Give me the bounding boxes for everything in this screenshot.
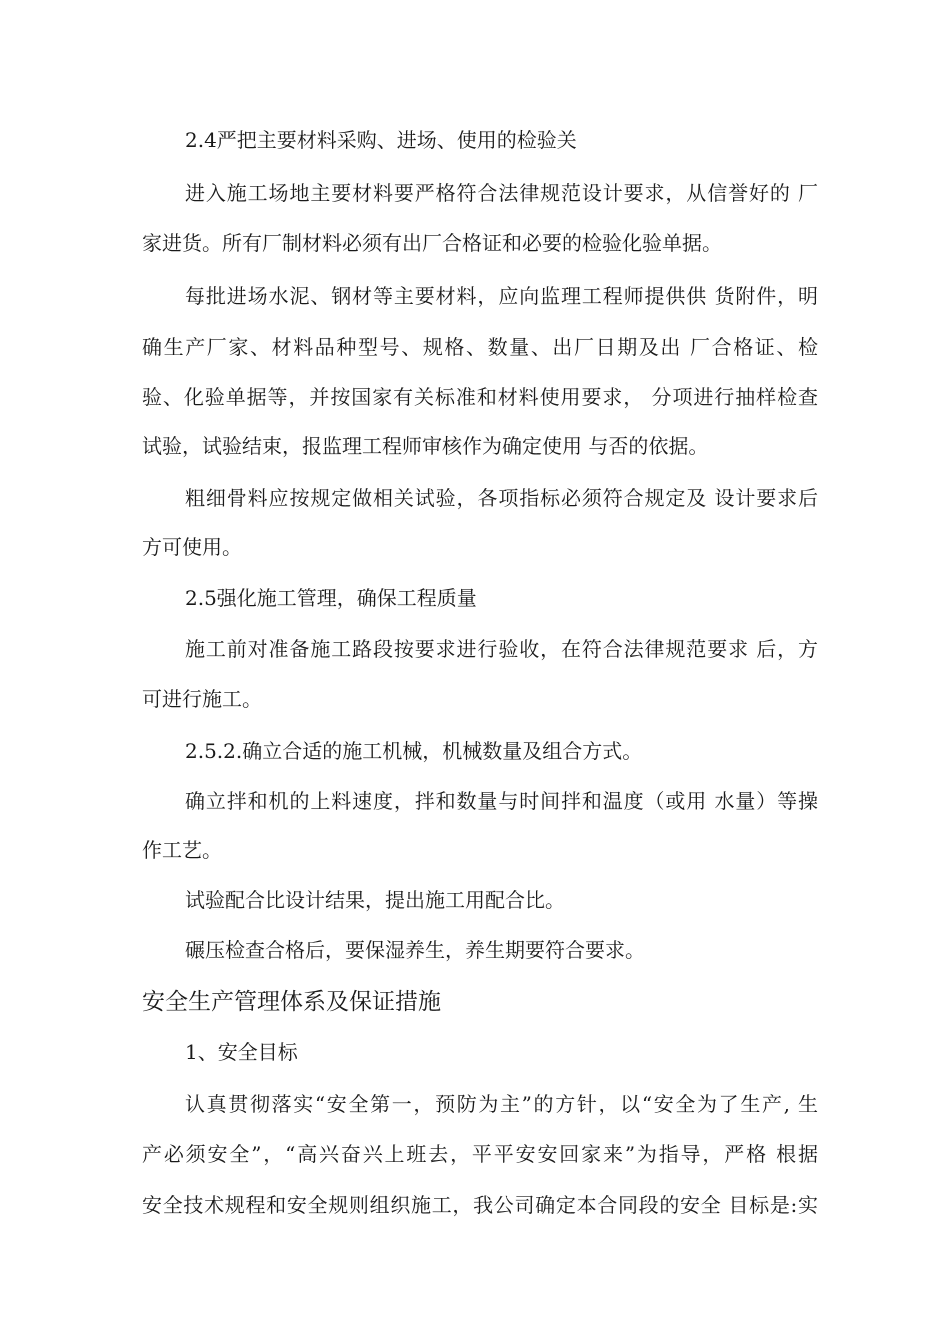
paragraph-line: 粗细骨料应按规定做相关试验，各项指标必须符合规定及 设计要求后 <box>185 486 818 510</box>
subheading-safety-goal: 1、安全目标 <box>185 1040 298 1064</box>
paragraph-line: 作工艺。 <box>142 838 222 862</box>
subheading-2-5-2: 2.5.2.确立合适的施工机械，机械数量及组合方式。 <box>185 739 643 763</box>
paragraph-line: 可进行施工。 <box>142 687 262 711</box>
paragraph-line: 确立拌和机的上料速度，拌和数量与时间拌和温度（或用 水量）等操 <box>185 789 818 813</box>
paragraph-line: 施工前对准备施工路段按要求进行验收，在符合法律规范要求 后，方 <box>185 637 818 661</box>
subheading-2-5: 2.5强化施工管理，确保工程质量 <box>185 586 477 610</box>
subheading-2-4: 2.4严把主要材料采购、进场、使用的检验关 <box>185 128 577 152</box>
paragraph-line: 家进货。所有厂制材料必须有出厂合格证和必要的检验化验单据。 <box>142 231 722 255</box>
paragraph-line: 方可使用。 <box>142 535 242 559</box>
section-heading: 安全生产管理体系及保证措施 <box>142 989 441 1015</box>
paragraph-line: 认真贯彻落实“安全第一，预防为主”的方针，以“安全为了生产, 生 <box>185 1092 818 1116</box>
paragraph-line: 碾压检查合格后，要保湿养生，养生期要符合要求。 <box>185 938 645 962</box>
paragraph-line: 每批进场水泥、钢材等主要材料，应向监理工程师提供供 货附件，明 <box>185 284 818 308</box>
paragraph-line: 确生产厂家、材料品种型号、规格、数量、出厂日期及出 厂合格证、检 <box>142 335 818 359</box>
paragraph-line: 试验，试验结束，报监理工程师审核作为确定使用 与否的依据。 <box>142 434 709 458</box>
paragraph-line: 进入施工场地主要材料要严格符合法律规范设计要求，从信誉好的 厂 <box>185 181 818 205</box>
paragraph-line: 产必须安全”，“高兴奋兴上班去，平平安安回家来”为指导，严格 根据 <box>142 1142 818 1166</box>
paragraph-line: 试验配合比设计结果，提出施工用配合比。 <box>185 888 565 912</box>
paragraph-line: 安全技术规程和安全规则组织施工，我公司确定本合同段的安全 目标是:实 <box>142 1193 818 1217</box>
paragraph-line: 验、化验单据等，并按国家有关标准和材料使用要求， 分项进行抽样检查 <box>142 385 818 409</box>
